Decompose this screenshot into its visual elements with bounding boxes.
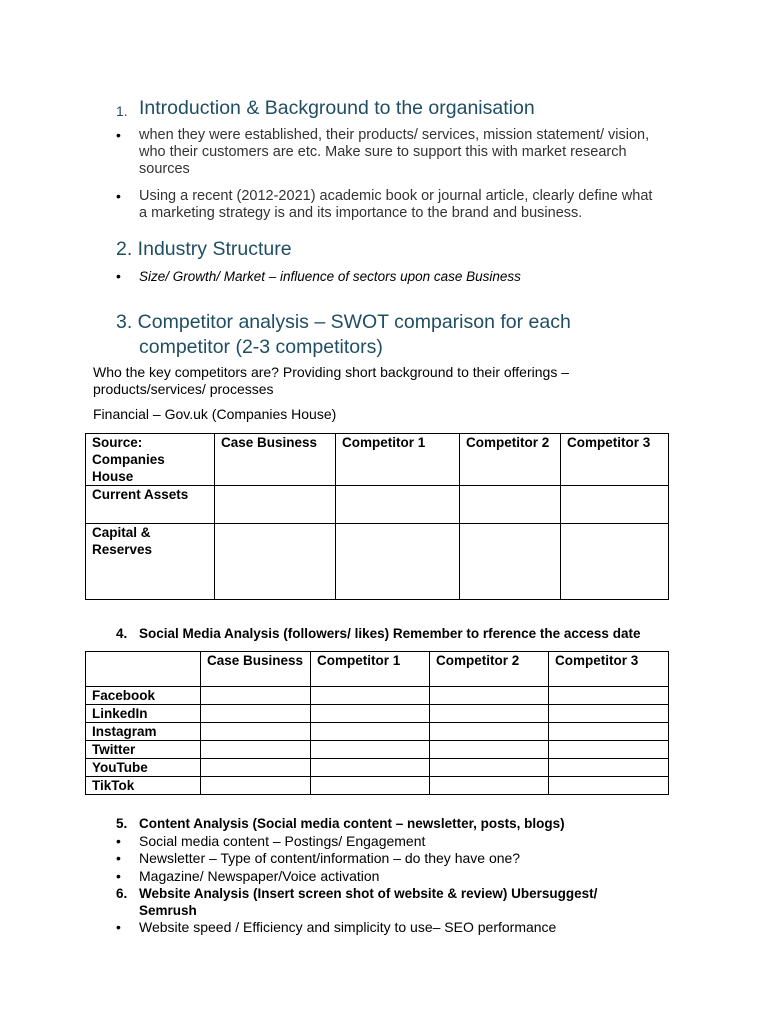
section-1-bullet-1 <box>116 127 664 178</box>
table-cell[interactable] <box>311 723 430 741</box>
row-label: YouTube <box>86 759 201 777</box>
social-media-table <box>85 651 669 795</box>
section-5-bullet-1 <box>116 833 664 850</box>
section-4-heading: Social Media Analysis (followers/ likes) Remember to rference the access date <box>139 626 641 641</box>
table-cell[interactable] <box>201 777 311 795</box>
table-cell[interactable] <box>430 741 549 759</box>
table-cell[interactable] <box>549 705 669 723</box>
table-header-row <box>86 652 669 687</box>
bullet-text: Newsletter – Type of content/information – do they have one? <box>139 850 521 866</box>
table-cell[interactable] <box>336 524 460 600</box>
section-6-heading-line-2: Semrush <box>139 903 197 918</box>
table-header-row <box>86 434 669 486</box>
row-label: TikTok <box>86 777 201 795</box>
table-cell[interactable] <box>311 777 430 795</box>
section-1-number: 1. <box>116 103 128 119</box>
bullet-icon: • <box>116 850 121 866</box>
header-cell: Case Business <box>201 652 311 687</box>
header-cell: Competitor 2 <box>460 434 561 486</box>
section-5-bullet-3 <box>116 868 664 885</box>
table-cell[interactable] <box>311 687 430 705</box>
section-3-heading-line-2: competitor (2-3 competitors) <box>139 336 383 358</box>
financial-source-text: Financial – Gov.uk (Companies House) <box>93 406 337 422</box>
bullet-text: Size/ Growth/ Market – influence of sectors upon case Business <box>139 269 521 284</box>
table-cell[interactable] <box>215 524 336 600</box>
section-3-heading-line-1: 3. Competitor analysis – SWOT comparison for each <box>116 311 571 333</box>
table-cell[interactable] <box>430 705 549 723</box>
table-cell[interactable] <box>460 486 561 524</box>
table-cell[interactable] <box>311 741 430 759</box>
header-cell <box>86 652 201 687</box>
section-6-heading-line-1: Website Analysis (Insert screen shot of website & review) Ubersuggest/ <box>139 886 598 901</box>
table-row <box>86 705 669 723</box>
table-cell[interactable] <box>561 524 669 600</box>
bullet-text: when they were established, their products/ services, mission statement/ vision, who their customers are etc. Make sure to support this with market research sources <box>139 127 650 177</box>
row-label: Current Assets <box>86 486 215 524</box>
section-2-bullet <box>116 268 664 286</box>
table-cell[interactable] <box>549 759 669 777</box>
header-cell: Competitor 3 <box>561 434 669 486</box>
table-cell[interactable] <box>430 759 549 777</box>
table-cell[interactable] <box>311 705 430 723</box>
header-cell: Case Business <box>215 434 336 486</box>
section-6-bullet <box>116 919 664 936</box>
bullet-icon: • <box>116 833 121 849</box>
table-row <box>86 524 669 600</box>
table-cell[interactable] <box>201 759 311 777</box>
table-cell[interactable] <box>201 741 311 759</box>
competitors-paragraph: Who the key competitors are? Providing short background to their offerings – products/services/ processes <box>93 364 569 397</box>
bullet-text: Magazine/ Newspaper/Voice activation <box>139 868 380 884</box>
row-label: Capital & Reserves <box>86 524 215 600</box>
row-label: Facebook <box>86 687 201 705</box>
table-cell[interactable] <box>549 687 669 705</box>
table-cell[interactable] <box>311 759 430 777</box>
row-label: Twitter <box>86 741 201 759</box>
bullet-text: Using a recent (2012-2021) academic book or journal article, clearly define what a marketing strategy is and its importance to the brand and business. <box>139 188 653 221</box>
table-row <box>86 741 669 759</box>
table-cell[interactable] <box>430 723 549 741</box>
bullet-text: Social media content – Postings/ Engagement <box>139 833 426 849</box>
table-row <box>86 486 669 524</box>
section-5-bullet-2 <box>116 850 664 867</box>
table-cell[interactable] <box>549 741 669 759</box>
table-cell[interactable] <box>215 486 336 524</box>
bullet-text: Website speed / Efficiency and simplicity to use– SEO performance <box>139 919 557 935</box>
bullet-icon: • <box>116 868 121 884</box>
row-label: Instagram <box>86 723 201 741</box>
section-1-bullet-2 <box>116 188 664 222</box>
table-cell[interactable] <box>561 486 669 524</box>
table-cell[interactable] <box>460 524 561 600</box>
table-cell[interactable] <box>430 777 549 795</box>
section-4-number: 4. <box>116 626 128 641</box>
header-cell: Source: Companies House <box>86 434 215 486</box>
table-cell[interactable] <box>201 723 311 741</box>
section-1-heading: Introduction & Background to the organisation <box>139 97 535 119</box>
table-cell[interactable] <box>201 687 311 705</box>
row-label: LinkedIn <box>86 705 201 723</box>
bullet-icon: • <box>116 188 121 204</box>
header-cell: Competitor 3 <box>549 652 669 687</box>
table-row <box>86 723 669 741</box>
table-cell[interactable] <box>549 777 669 795</box>
table-cell[interactable] <box>201 705 311 723</box>
bullet-icon: • <box>116 268 121 284</box>
section-6-number: 6. <box>116 886 128 901</box>
header-cell: Competitor 1 <box>336 434 460 486</box>
bullet-icon: • <box>116 127 121 143</box>
header-cell: Competitor 1 <box>311 652 430 687</box>
bullet-icon: • <box>116 919 121 935</box>
table-cell[interactable] <box>336 486 460 524</box>
financial-table <box>85 433 669 600</box>
section-5-number: 5. <box>116 816 128 831</box>
table-row <box>86 759 669 777</box>
table-cell[interactable] <box>430 687 549 705</box>
section-5-heading: Content Analysis (Social media content – newsletter, posts, blogs) <box>139 816 565 831</box>
table-row <box>86 687 669 705</box>
table-row <box>86 777 669 795</box>
table-cell[interactable] <box>549 723 669 741</box>
section-2-heading: 2. Industry Structure <box>116 238 292 260</box>
header-cell: Competitor 2 <box>430 652 549 687</box>
